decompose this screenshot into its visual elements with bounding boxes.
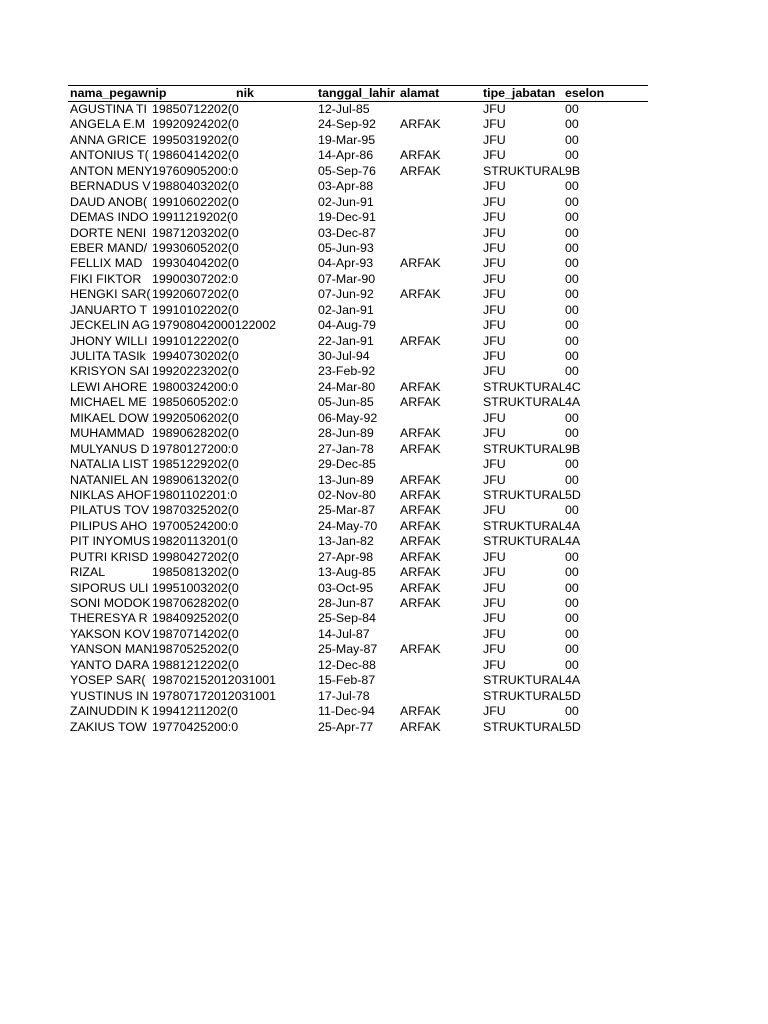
- cell-tanggal-lahir: 07-Mar-90: [318, 271, 376, 286]
- table-row: [68, 272, 648, 287]
- cell-tipe-jabatan: JFU: [483, 580, 506, 595]
- cell-nama: AGUSTINA TI: [70, 102, 147, 116]
- cell-tipe-jabatan: JFU: [483, 626, 506, 641]
- cell-nip-nik: 19851229202(0: [152, 457, 239, 472]
- cell-nama: YOSEP SAR(: [70, 673, 146, 688]
- cell-eselon: 4A: [565, 395, 581, 410]
- cell-eselon: 00: [565, 642, 579, 657]
- header-row: [68, 85, 648, 102]
- cell-tanggal-lahir: 25-May-87: [318, 642, 378, 657]
- cell-nama: PILATUS TOV: [70, 503, 150, 518]
- cell-tanggal-lahir: 06-May-92: [318, 410, 378, 425]
- cell-tanggal-lahir: 02-Nov-80: [318, 487, 376, 502]
- cell-eselon: 00: [565, 549, 579, 564]
- cell-alamat: [400, 349, 480, 364]
- cell-nip-nik: 19980427202(0: [152, 549, 239, 564]
- cell-nama: MICHAEL ME: [70, 395, 147, 410]
- cell-nama: PILIPUS AHO: [70, 518, 148, 533]
- cell-tanggal-lahir: 28-Jun-89: [318, 426, 374, 441]
- header-tipe-jabatan: tipe_jabatan: [483, 86, 556, 100]
- cell-alamat: ARFAK: [400, 719, 441, 734]
- cell-alamat: [400, 411, 480, 426]
- cell-tipe-jabatan: STRUKTURAL: [483, 518, 566, 533]
- cell-tanggal-lahir: 13-Aug-85: [318, 565, 376, 580]
- cell-nama: NATANIEL AN: [70, 472, 149, 487]
- cell-tanggal-lahir: 03-Apr-88: [318, 179, 374, 194]
- cell-tipe-jabatan: STRUKTURAL: [483, 395, 566, 410]
- cell-tipe-jabatan: JFU: [483, 472, 506, 487]
- cell-tanggal-lahir: 12-Dec-88: [318, 657, 376, 672]
- cell-alamat: ARFAK: [400, 441, 441, 456]
- cell-tanggal-lahir: 04-Aug-79: [318, 318, 376, 333]
- cell-nama: SIPORUS ULI: [70, 580, 149, 595]
- table-row: [68, 473, 648, 488]
- table-row: [68, 627, 648, 642]
- header-alamat: alamat: [400, 86, 440, 100]
- cell-tipe-jabatan: JFU: [483, 364, 506, 379]
- cell-eselon: 00: [565, 626, 579, 641]
- cell-nip-nik: 19780127200:0: [152, 441, 239, 456]
- table-row: [68, 673, 648, 688]
- cell-tanggal-lahir: 23-Feb-92: [318, 364, 376, 379]
- cell-tipe-jabatan: STRUKTURAL: [483, 534, 566, 549]
- cell-nama: FELLIX MAD: [70, 256, 143, 271]
- cell-eselon: 00: [565, 256, 579, 271]
- cell-eselon: 00: [565, 179, 579, 194]
- cell-tanggal-lahir: 25-Sep-84: [318, 611, 376, 626]
- cell-nama: EBER MAND/: [70, 240, 148, 255]
- cell-eselon: 00: [565, 657, 579, 672]
- cell-nama: JHONY WILLI: [70, 333, 148, 348]
- cell-eselon: 00: [565, 194, 579, 209]
- table-row: [68, 426, 648, 441]
- cell-tipe-jabatan: STRUKTURAL: [483, 441, 566, 456]
- cell-nip-nik: 19911219202(0: [152, 210, 238, 225]
- cell-alamat: [400, 226, 480, 241]
- cell-nip-nik: 19920607202(0: [152, 287, 239, 302]
- cell-tipe-jabatan: JFU: [483, 194, 506, 209]
- cell-nama: YUSTINUS IN: [70, 688, 149, 703]
- cell-tanggal-lahir: 19-Dec-91: [318, 210, 376, 225]
- cell-tipe-jabatan: JFU: [483, 657, 506, 672]
- cell-tanggal-lahir: 13-Jan-82: [318, 534, 374, 549]
- cell-nip-nik: 19920223202(0: [152, 364, 239, 379]
- cell-nama: ANNA GRICE: [70, 132, 147, 147]
- cell-nip-nik: 19950319202(0: [152, 132, 239, 147]
- cell-nip-nik: 19871203202(0: [152, 225, 239, 240]
- cell-tanggal-lahir: 17-Jul-78: [318, 688, 370, 703]
- cell-nama: ZAKIUS TOW: [70, 719, 147, 734]
- cell-tipe-jabatan: STRUKTURAL: [483, 163, 566, 178]
- cell-tipe-jabatan: STRUKTURAL: [483, 379, 566, 394]
- cell-eselon: 4A: [565, 673, 581, 688]
- cell-eselon: 00: [565, 364, 579, 379]
- cell-tipe-jabatan: JFU: [483, 426, 506, 441]
- cell-tipe-jabatan: JFU: [483, 271, 506, 286]
- cell-alamat: ARFAK: [400, 379, 441, 394]
- cell-nip-nik: 19910602202(0: [152, 194, 239, 209]
- cell-nip-nik: 198702152012031001: [152, 673, 277, 688]
- cell-tanggal-lahir: 03-Dec-87: [318, 225, 376, 240]
- cell-tipe-jabatan: STRUKTURAL: [483, 673, 566, 688]
- cell-tanggal-lahir: 13-Jun-89: [318, 472, 374, 487]
- cell-tipe-jabatan: JFU: [483, 704, 506, 719]
- cell-tipe-jabatan: JFU: [483, 549, 506, 564]
- cell-nip-nik: 19860414202(0: [152, 148, 239, 163]
- cell-nip-nik: 19850712202(0: [152, 102, 239, 116]
- cell-alamat: ARFAK: [400, 395, 441, 410]
- table-row: [68, 704, 648, 719]
- cell-eselon: 00: [565, 611, 579, 626]
- cell-eselon: 00: [565, 410, 579, 425]
- cell-nip-nik: 197807172012031001: [152, 688, 277, 703]
- cell-eselon: 00: [565, 565, 579, 580]
- cell-nama: DEMAS INDO: [70, 210, 149, 225]
- table-row: [68, 195, 648, 210]
- cell-nama: LEWI AHORE: [70, 379, 148, 394]
- cell-nip-nik: 19940730202(0: [152, 349, 239, 363]
- cell-eselon: 00: [565, 148, 579, 163]
- cell-eselon: 00: [565, 426, 579, 441]
- cell-alamat: [400, 133, 480, 148]
- cell-nama: BERNADUS V: [70, 179, 151, 194]
- table-row: [68, 102, 648, 117]
- table-row: [68, 642, 648, 657]
- cell-nip-nik: 19900307202:0: [152, 271, 239, 286]
- cell-alamat: [400, 457, 480, 472]
- cell-alamat: ARFAK: [400, 518, 441, 533]
- cell-alamat: ARFAK: [400, 426, 441, 441]
- cell-eselon: 00: [565, 596, 579, 610]
- cell-alamat: ARFAK: [400, 704, 441, 719]
- table-row: [68, 411, 648, 426]
- table-row: [68, 519, 648, 534]
- table-row: [68, 349, 648, 364]
- cell-nama: ANTONIUS T(: [70, 148, 149, 163]
- cell-alamat: ARFAK: [400, 534, 441, 549]
- header-tanggal-lahir: tanggal_lahir: [318, 86, 396, 100]
- table-row: [68, 488, 648, 503]
- cell-eselon: 00: [565, 271, 579, 286]
- cell-eselon: 00: [565, 704, 579, 719]
- cell-tanggal-lahir: 27-Apr-98: [318, 549, 374, 564]
- cell-tanggal-lahir: 19-Mar-95: [318, 132, 376, 147]
- cell-alamat: [400, 195, 480, 210]
- cell-eselon: 4A: [565, 534, 581, 549]
- cell-nip-nik: 19870628202(0: [152, 596, 239, 610]
- cell-tipe-jabatan: JFU: [483, 565, 506, 580]
- cell-nip-nik: 19881212202(0: [152, 657, 239, 672]
- table-row: [68, 256, 648, 271]
- table-row: [68, 611, 648, 626]
- cell-eselon: 00: [565, 287, 579, 302]
- cell-tipe-jabatan: JFU: [483, 611, 506, 626]
- cell-nama: MUHAMMAD: [70, 426, 145, 441]
- cell-nama: NATALIA LIST: [70, 457, 149, 472]
- cell-alamat: [400, 272, 480, 287]
- cell-alamat: [400, 673, 480, 688]
- cell-tanggal-lahir: 15-Feb-87: [318, 673, 376, 688]
- table-row: [68, 658, 648, 673]
- cell-tanggal-lahir: 24-Mar-80: [318, 379, 376, 394]
- cell-tipe-jabatan: STRUKTURAL: [483, 688, 566, 703]
- cell-tipe-jabatan: JFU: [483, 349, 506, 363]
- cell-eselon: 5D: [565, 688, 581, 703]
- cell-nip-nik: 19770425200:0: [152, 719, 239, 734]
- table-row: [68, 164, 648, 179]
- cell-eselon: 00: [565, 225, 579, 240]
- cell-tanggal-lahir: 22-Jan-91: [318, 333, 374, 348]
- cell-alamat: ARFAK: [400, 256, 441, 271]
- cell-tipe-jabatan: JFU: [483, 210, 506, 225]
- cell-tanggal-lahir: 12-Jul-85: [318, 102, 370, 116]
- cell-nama: SONI MODOK: [70, 596, 151, 610]
- cell-nama: MIKAEL DOW: [70, 410, 149, 425]
- cell-tanggal-lahir: 29-Dec-85: [318, 457, 376, 472]
- cell-tipe-jabatan: JFU: [483, 318, 506, 333]
- table-row: [68, 148, 648, 163]
- cell-nama: NIKLAS AHOF: [70, 487, 152, 502]
- cell-nama: YAKSON KOV: [70, 626, 151, 641]
- cell-tipe-jabatan: JFU: [483, 503, 506, 518]
- header-nik: nik: [236, 86, 254, 100]
- cell-nip-nik: 19910122202(0: [152, 333, 239, 348]
- header-nama-pegawnip: nama_pegawnip: [70, 86, 167, 100]
- table-row: [68, 380, 648, 395]
- cell-tipe-jabatan: JFU: [483, 642, 506, 657]
- cell-nip-nik: 19801102201:0: [152, 487, 238, 502]
- cell-eselon: 00: [565, 302, 579, 317]
- cell-nip-nik: 19820113201(0: [152, 534, 238, 549]
- cell-nip-nik: 19840925202(0: [152, 611, 239, 626]
- cell-alamat: [400, 318, 480, 333]
- cell-eselon: 00: [565, 580, 579, 595]
- cell-alamat: ARFAK: [400, 596, 441, 610]
- cell-nip-nik: 19700524200:0: [152, 518, 239, 533]
- cell-tanggal-lahir: 25-Apr-77: [318, 719, 374, 734]
- cell-eselon: 9B: [565, 441, 581, 456]
- cell-tipe-jabatan: JFU: [483, 410, 506, 425]
- cell-alamat: [400, 627, 480, 642]
- cell-eselon: 00: [565, 472, 579, 487]
- cell-alamat: [400, 303, 480, 318]
- cell-nama: ANTON MENY: [70, 163, 153, 178]
- cell-alamat: ARFAK: [400, 163, 441, 178]
- cell-nip-nik: 19880403202(0: [152, 179, 239, 194]
- cell-tipe-jabatan: JFU: [483, 240, 506, 255]
- cell-nip-nik: 19930605202(0: [152, 240, 239, 255]
- cell-nip-nik: 19870325202(0: [152, 503, 239, 518]
- cell-tipe-jabatan: JFU: [483, 132, 506, 147]
- table-row: [68, 457, 648, 472]
- cell-nama: DORTE NENI: [70, 225, 147, 240]
- cell-nip-nik: 19920506202(0: [152, 410, 239, 425]
- table-row: [68, 133, 648, 148]
- cell-tanggal-lahir: 28-Jun-87: [318, 596, 374, 610]
- cell-eselon: 00: [565, 117, 579, 132]
- cell-tipe-jabatan: STRUKTURAL: [483, 719, 566, 734]
- table-row: [68, 117, 648, 132]
- cell-nip-nik: 19910102202(0: [152, 302, 239, 317]
- cell-nama: PIT INYOMUS: [70, 534, 151, 549]
- cell-alamat: [400, 102, 480, 117]
- table-row: [68, 720, 648, 735]
- cell-tipe-jabatan: JFU: [483, 457, 506, 472]
- cell-tanggal-lahir: 11-Dec-94: [318, 704, 375, 719]
- cell-alamat: ARFAK: [400, 580, 441, 595]
- table-row: [68, 318, 648, 333]
- cell-eselon: 00: [565, 349, 579, 363]
- table-row: [68, 364, 648, 379]
- cell-tanggal-lahir: 04-Apr-93: [318, 256, 374, 271]
- cell-tipe-jabatan: STRUKTURAL: [483, 487, 566, 502]
- cell-tanggal-lahir: 30-Jul-94: [318, 349, 370, 363]
- cell-nama: YANSON MAN: [70, 642, 153, 657]
- cell-alamat: ARFAK: [400, 472, 441, 487]
- cell-tipe-jabatan: JFU: [483, 102, 506, 116]
- cell-tipe-jabatan: JFU: [483, 117, 506, 132]
- cell-alamat: ARFAK: [400, 148, 441, 163]
- table-body: [68, 102, 648, 735]
- cell-nip-nik: 19800324200:0: [152, 379, 239, 394]
- cell-tipe-jabatan: JFU: [483, 287, 506, 302]
- cell-tanggal-lahir: 02-Jan-91: [318, 302, 374, 317]
- header-eselon: eselon: [565, 86, 605, 100]
- cell-eselon: 00: [565, 240, 579, 255]
- table-row: [68, 303, 648, 318]
- cell-alamat: ARFAK: [400, 565, 441, 580]
- cell-eselon: 00: [565, 132, 579, 147]
- cell-alamat: [400, 689, 480, 704]
- cell-alamat: [400, 364, 480, 379]
- cell-nip-nik: 19951003202(0: [152, 580, 239, 595]
- cell-alamat: ARFAK: [400, 487, 441, 502]
- cell-alamat: [400, 179, 480, 194]
- cell-alamat: ARFAK: [400, 117, 441, 132]
- cell-nama: ZAINUDDIN K: [70, 704, 150, 719]
- cell-alamat: ARFAK: [400, 642, 441, 657]
- table-row: [68, 287, 648, 302]
- cell-nama: HENGKI SAR(: [70, 287, 151, 302]
- cell-nama: THERESYA R: [70, 611, 148, 626]
- cell-nip-nik: 19890613202(0: [152, 472, 239, 487]
- table-row: [68, 179, 648, 194]
- spreadsheet: [68, 85, 648, 735]
- cell-nip-nik: 19850813202(0: [152, 565, 239, 580]
- cell-tanggal-lahir: 27-Jan-78: [318, 441, 374, 456]
- cell-nama: YANTO DARA: [70, 657, 150, 672]
- cell-nama: DAUD ANOB(: [70, 194, 148, 209]
- cell-tanggal-lahir: 07-Jun-92: [318, 287, 374, 302]
- cell-alamat: [400, 611, 480, 626]
- cell-tanggal-lahir: 14-Jul-87: [318, 626, 370, 641]
- cell-nip-nik: 197908042000122002: [152, 318, 277, 333]
- table-row: [68, 534, 648, 549]
- cell-eselon: 00: [565, 503, 579, 518]
- table-row: [68, 334, 648, 349]
- cell-nip-nik: 19760905200:0: [152, 163, 239, 178]
- cell-alamat: [400, 241, 480, 256]
- cell-tipe-jabatan: JFU: [483, 596, 506, 610]
- cell-eselon: 4C: [565, 379, 581, 394]
- cell-alamat: ARFAK: [400, 503, 441, 518]
- cell-alamat: [400, 210, 480, 225]
- cell-tipe-jabatan: JFU: [483, 256, 506, 271]
- cell-nama: JECKELIN AG: [70, 318, 150, 333]
- cell-nama: PUTRI KRISD: [70, 549, 149, 564]
- cell-tanggal-lahir: 24-Sep-92: [318, 117, 376, 132]
- cell-tanggal-lahir: 14-Apr-86: [318, 148, 374, 163]
- cell-alamat: ARFAK: [400, 333, 441, 348]
- cell-nip-nik: 19930404202(0: [152, 256, 239, 271]
- cell-nama: MULYANUS D: [70, 441, 150, 456]
- cell-eselon: 4A: [565, 518, 581, 533]
- cell-nama: JULITA TASIk: [70, 349, 146, 363]
- table-row: [68, 395, 648, 410]
- cell-tanggal-lahir: 24-May-70: [318, 518, 378, 533]
- table-row: [68, 210, 648, 225]
- cell-eselon: 00: [565, 102, 579, 116]
- cell-nama: ANGELA E.M: [70, 117, 146, 132]
- cell-eselon: 00: [565, 333, 579, 348]
- cell-alamat: [400, 658, 480, 673]
- cell-alamat: ARFAK: [400, 287, 441, 302]
- table-row: [68, 689, 648, 704]
- cell-nama: KRISYON SAI: [70, 364, 150, 379]
- table-row: [68, 226, 648, 241]
- cell-eselon: 00: [565, 318, 579, 333]
- cell-tanggal-lahir: 03-Oct-95: [318, 580, 374, 595]
- cell-eselon: 00: [565, 210, 579, 225]
- cell-eselon: 00: [565, 457, 579, 472]
- cell-tanggal-lahir: 05-Sep-76: [318, 163, 376, 178]
- table-row: [68, 565, 648, 580]
- table-row: [68, 503, 648, 518]
- cell-nama: JANUARTO T: [70, 302, 148, 317]
- cell-nip-nik: 19890628202(0: [152, 426, 239, 441]
- cell-tipe-jabatan: JFU: [483, 179, 506, 194]
- cell-nip-nik: 19920924202(0: [152, 117, 239, 132]
- cell-nama: RIZAL: [70, 565, 106, 580]
- cell-nip-nik: 19870714202(0: [152, 626, 239, 641]
- table-row: [68, 596, 648, 611]
- cell-tipe-jabatan: JFU: [483, 302, 506, 317]
- cell-tanggal-lahir: 05-Jun-93: [318, 240, 374, 255]
- cell-tipe-jabatan: JFU: [483, 225, 506, 240]
- cell-eselon: 9B: [565, 163, 581, 178]
- cell-nama: FIKI FIKTOR: [70, 271, 142, 286]
- cell-tanggal-lahir: 02-Jun-91: [318, 194, 374, 209]
- cell-alamat: ARFAK: [400, 549, 441, 564]
- cell-eselon: 5D: [565, 487, 581, 502]
- cell-tanggal-lahir: 05-Jun-85: [318, 395, 374, 410]
- cell-nip-nik: 19941211202(0: [152, 704, 238, 719]
- cell-tipe-jabatan: JFU: [483, 148, 506, 163]
- cell-nip-nik: 19870525202(0: [152, 642, 239, 657]
- cell-tipe-jabatan: JFU: [483, 333, 506, 348]
- cell-tanggal-lahir: 25-Mar-87: [318, 503, 376, 518]
- cell-nip-nik: 19850605202:0: [152, 395, 239, 410]
- cell-eselon: 5D: [565, 719, 581, 734]
- table-row: [68, 442, 648, 457]
- table-row: [68, 241, 648, 256]
- table-row: [68, 550, 648, 565]
- table-row: [68, 581, 648, 596]
